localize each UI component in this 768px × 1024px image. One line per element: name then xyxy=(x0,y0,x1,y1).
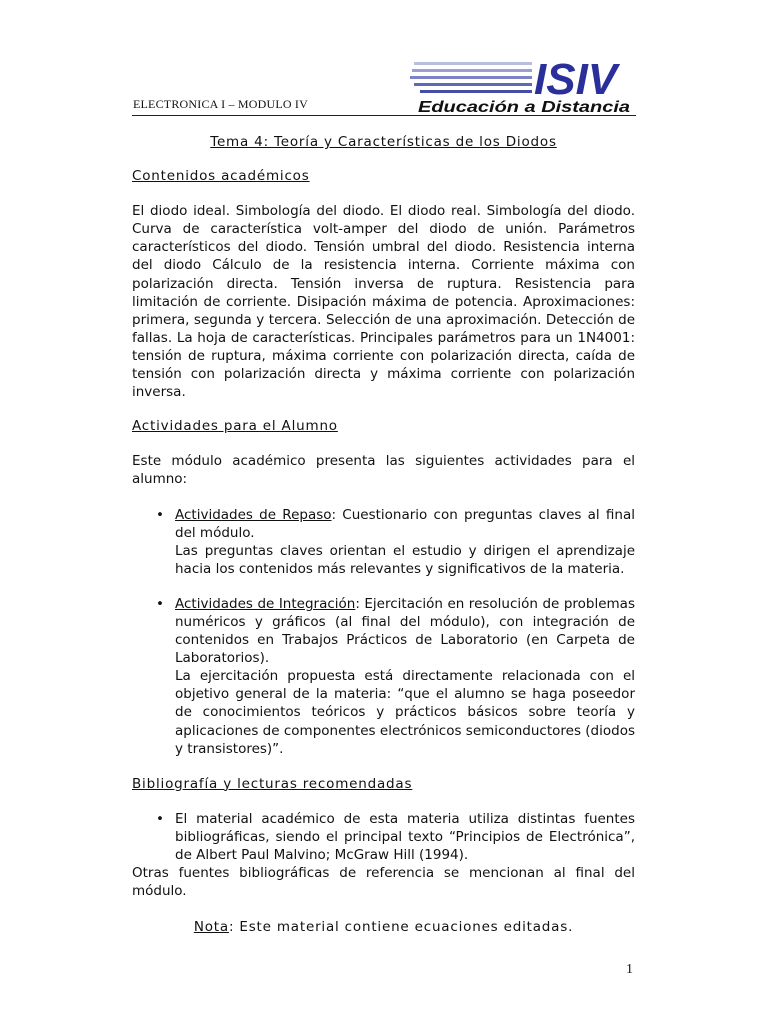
header-divider xyxy=(132,115,636,116)
bibliografia-outro: Otras fuentes bibliográficas de referencia se mencionan al final del módulo. xyxy=(132,865,635,900)
item-label: Actividades de Repaso xyxy=(175,506,332,523)
item-text: El material académico de esta materia utiliza distintas fuentes bibliográficas, siendo el principal texto “Principios de Electrónica”, de Albert Paul Malvino; McGraw Hill (1994). xyxy=(175,810,635,863)
bullet-icon: • xyxy=(156,810,164,827)
document-body xyxy=(132,133,635,936)
actividades-intro: Este módulo académico presenta las siguientes actividades para el alumno: xyxy=(132,453,635,488)
heading-bibliografia: Bibliografía y lecturas recomendadas xyxy=(132,775,413,792)
page-number: 1 xyxy=(626,962,633,977)
item-extra: Las preguntas claves orientan el estudio y dirigen el aprendizaje hacia los contenidos más relevantes y significativos de la materia. xyxy=(175,542,635,577)
logo-title: ISIV xyxy=(534,56,618,104)
logo-speed-lines xyxy=(410,62,532,93)
note-text: : Este material contiene ecuaciones editadas. xyxy=(228,919,574,936)
item-text: : Ejercitación en resolución de problemas numéricos y gráficos (al final del módulo), con integración de contenidos en Trabajos Prácticos de Laboratorio (en Carpeta de Laboratorios). xyxy=(175,595,635,667)
item-extra: La ejercitación propuesta está directamente relacionada con el objetivo general de la materia: “que el alumno se haga poseedor de conocimientos teóricos y prácticos básicos sobre teoría y aplicaciones de componentes electrónicos semiconductores (diodos y transistores)”. xyxy=(175,668,635,757)
course-header: ELECTRONICA I – MODULO IV xyxy=(133,97,308,111)
bullet-icon: • xyxy=(156,506,164,523)
item-label: Actividades de Integración xyxy=(175,595,356,612)
note-label: Nota xyxy=(193,919,229,936)
item-text: : Cuestionario con preguntas claves al final del módulo. xyxy=(175,506,635,541)
list-item xyxy=(132,810,635,864)
isiv-logo xyxy=(410,56,636,116)
heading-actividades: Actividades para el Alumno xyxy=(132,418,338,435)
list-item xyxy=(132,506,635,578)
heading-contenidos: Contenidos académicos xyxy=(132,168,310,185)
logo-subtitle: Educación a Distancia xyxy=(418,99,631,116)
list-item xyxy=(132,595,635,758)
page-title: Tema 4: Teoría y Características de los Diodos xyxy=(210,134,557,150)
contenidos-paragraph: El diodo ideal. Simbología del diodo. El diodo real. Simbología del diodo. Curva de característica volt-amper del diodo de unión. Parámetros característicos del diodo. Tensión umbral del diodo. Resistencia interna del diodo Cálculo de la resistencia interna. Corriente máxima con polarización directa. Tensión inversa de ruptura. Resistencia para limitación de corriente. Disipación máxima de potencia. Aproximaciones: primera, segunda y tercera. Selección de una aproximación. Detección de fallas. La hoja de características. Principales parámetros para un 1N4001: tensión de ruptura, máxima corriente con polarización directa, caída de tensión con polarización directa y máxima corriente con polarización inversa. xyxy=(132,203,635,401)
note-line xyxy=(132,918,635,936)
bullet-icon: • xyxy=(156,595,164,612)
actividades-list xyxy=(132,506,635,758)
bibliografia-list xyxy=(132,810,635,864)
